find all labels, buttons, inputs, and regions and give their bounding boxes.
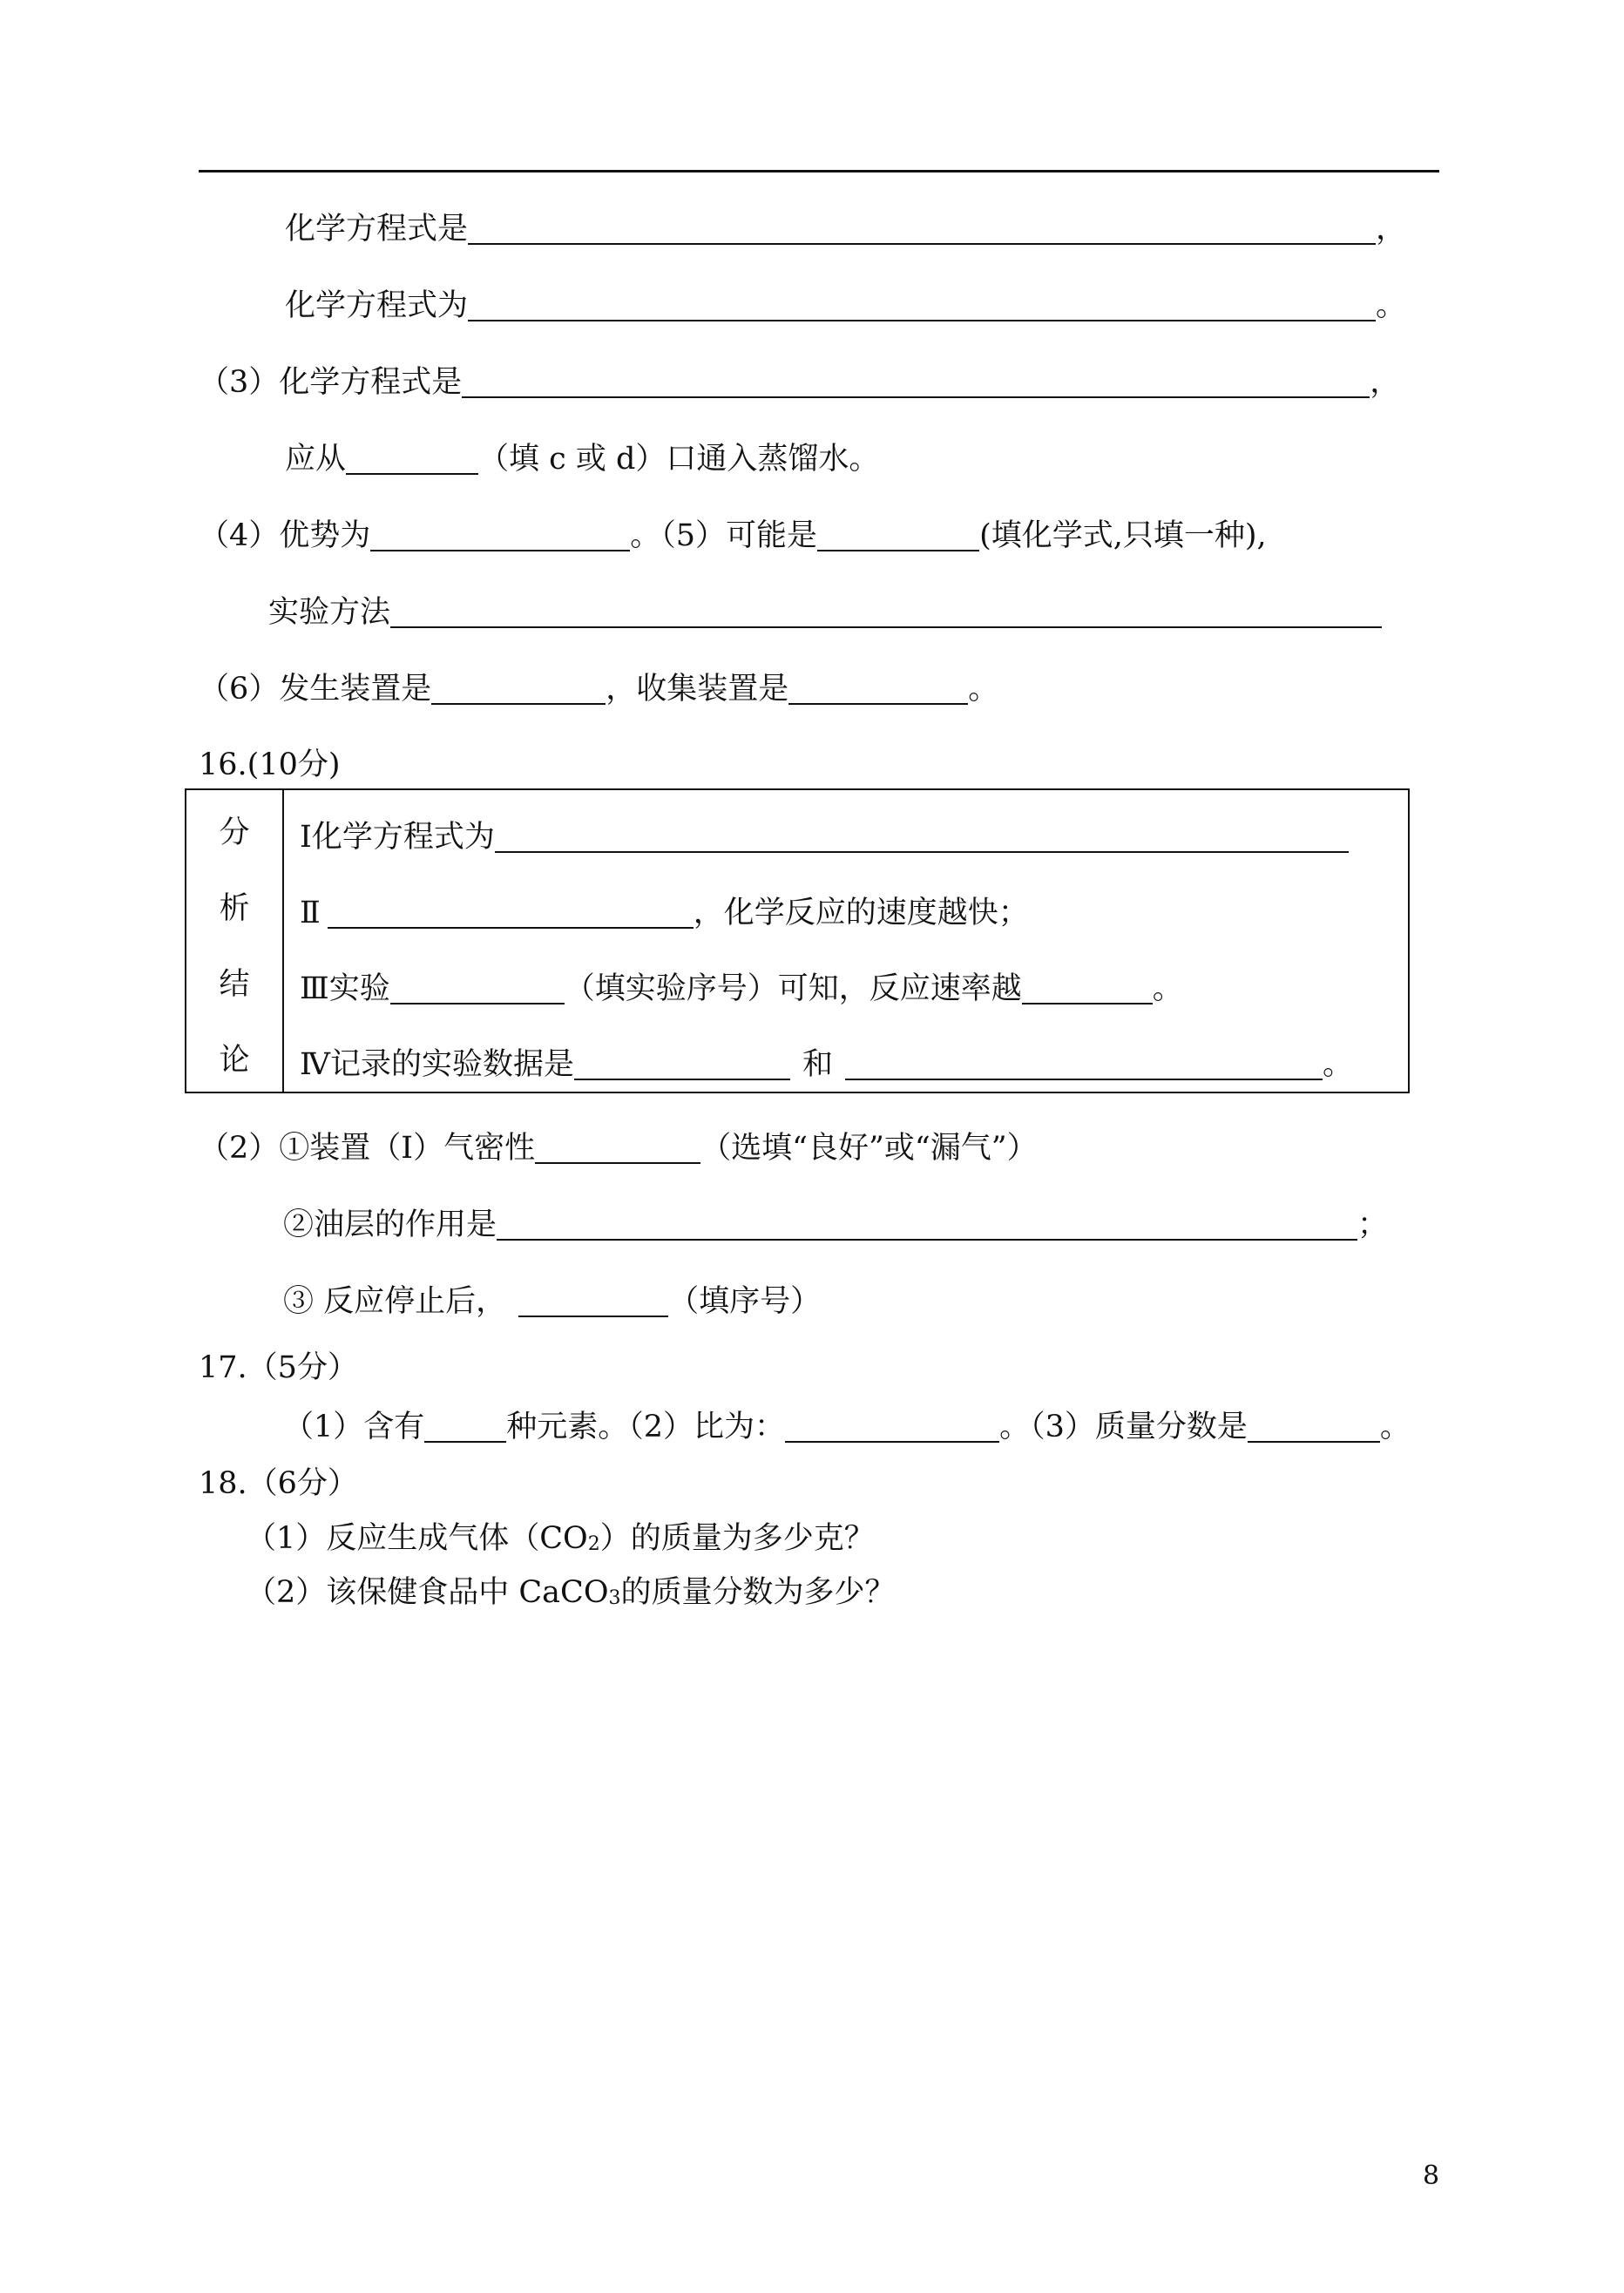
q17-header-text: 17.（5分）	[199, 1350, 358, 1385]
q16-p2-label: （2）①装置（Ⅰ）气密性	[199, 1131, 536, 1166]
analysis-conclusion-table	[185, 788, 1410, 1093]
answer-blank[interactable]	[328, 894, 694, 929]
answer-blank[interactable]	[845, 1045, 1323, 1080]
table-side-char: 分	[219, 815, 250, 850]
q15-equation-line-2	[285, 273, 1406, 321]
answer-blank[interactable]	[518, 1282, 668, 1317]
q15-eq2-label: 化学方程式为	[285, 288, 469, 323]
q17-p3-label: 。（3）质量分数是	[999, 1410, 1248, 1444]
q15-p6-label: （6）发生装置是	[199, 672, 432, 707]
answer-blank[interactable]	[1022, 970, 1153, 1004]
q15-p5-label: 。（5）可能是	[630, 518, 818, 553]
answer-blank[interactable]	[495, 818, 1349, 853]
q16-header-text: 16.(10分)	[199, 747, 341, 782]
table-row-1	[300, 804, 1349, 853]
q16-header	[199, 732, 341, 781]
table-row-2	[300, 880, 1029, 929]
q18-q2-text-end: 的质量分数为多少？	[620, 1575, 896, 1610]
q15-eq1-end: ，	[1376, 212, 1407, 247]
q16-part2-line	[199, 1115, 1038, 1164]
header-rule	[199, 170, 1439, 172]
answer-blank[interactable]	[535, 1129, 700, 1164]
answer-blank[interactable]	[468, 210, 1376, 245]
q15-part4-5-line	[199, 503, 1267, 551]
answer-blank[interactable]	[497, 1206, 1357, 1241]
row2-text: ，化学反应的速度越快；	[693, 896, 1029, 930]
q18-q2-text: （2）该保健食品中 CaCO	[246, 1575, 609, 1610]
answer-blank[interactable]	[431, 670, 606, 705]
answer-blank[interactable]	[390, 970, 565, 1004]
q18-q1-text-end: ）的质量为多少克？	[599, 1521, 875, 1556]
q15-part3-line	[199, 349, 1400, 398]
q15-part6-line	[199, 656, 998, 705]
row4-mid: 和	[802, 1047, 833, 1082]
answer-blank[interactable]	[1248, 1408, 1380, 1443]
q17-p1-label: （1）含有	[283, 1410, 425, 1444]
answer-blank[interactable]	[462, 363, 1370, 398]
answer-blank[interactable]	[424, 1408, 506, 1443]
table-divider	[282, 790, 284, 1092]
q18-question-1	[246, 1505, 875, 1554]
q17-p2-label: 种元素。（2）比为：	[506, 1410, 786, 1444]
q16-oil-line	[283, 1192, 1388, 1241]
q15-p4-label: （4）优势为	[199, 518, 371, 553]
q15-inlet-label: 应从	[285, 442, 347, 477]
q15-eq2-end: 。	[1376, 288, 1407, 323]
page-number: 8	[1423, 2161, 1440, 2191]
q15-p6-end: 。	[968, 672, 999, 707]
row2-label: Ⅱ	[300, 896, 321, 930]
q15-p3-label: （3）化学方程式是	[199, 365, 463, 400]
row1-label: Ⅰ化学方程式为	[300, 820, 495, 855]
q18-header-text: 18.（6分）	[199, 1466, 358, 1501]
q16-oil-label: ②油层的作用是	[283, 1207, 497, 1242]
answer-blank[interactable]	[346, 440, 478, 475]
answer-blank[interactable]	[574, 1045, 790, 1080]
answer-blank[interactable]	[370, 517, 630, 551]
q15-inlet-line	[285, 426, 879, 475]
q18-q1-text: （1）反应生成气体（CO	[246, 1521, 588, 1556]
q16-stop-line	[283, 1268, 821, 1317]
answer-blank[interactable]	[390, 593, 1382, 628]
row3-end: 。	[1152, 971, 1183, 1006]
table-row-3	[300, 956, 1183, 1004]
row3-label: Ⅲ实验	[300, 971, 390, 1006]
q16-p2-text: （选填“良好”或“漏气”）	[700, 1131, 1038, 1166]
q18-header	[199, 1451, 358, 1499]
answer-blank[interactable]	[785, 1408, 999, 1443]
answer-blank[interactable]	[817, 517, 979, 551]
q17-end: 。	[1379, 1410, 1411, 1444]
q16-oil-end: ；	[1357, 1207, 1389, 1242]
row3-text: （填实验序号）可知，反应速率越	[564, 971, 1022, 1006]
row4-label: Ⅳ记录的实验数据是	[300, 1047, 574, 1082]
table-side-char: 论	[219, 1043, 250, 1078]
q18-question-2	[246, 1559, 896, 1608]
q15-p6-mid: ，收集装置是	[606, 672, 789, 707]
q15-p3-end: ，	[1370, 365, 1401, 400]
q18-q1-subscript: 2	[587, 1533, 600, 1555]
q15-method-line	[268, 579, 1382, 628]
q15-method-label: 实验方法	[268, 595, 391, 630]
q16-stop-label: ③ 反应停止后，	[283, 1284, 507, 1319]
q18-q2-subscript: 3	[608, 1587, 621, 1609]
q16-stop-text: （填序号）	[668, 1284, 822, 1319]
q15-p5-text: (填化学式,只填一种),	[979, 518, 1267, 553]
q17-header	[199, 1335, 358, 1383]
row4-end: 。	[1322, 1047, 1353, 1082]
table-side-char: 结	[219, 967, 250, 1002]
answer-blank[interactable]	[788, 670, 968, 705]
q15-equation-line-1	[285, 196, 1406, 245]
answer-blank[interactable]	[468, 287, 1376, 321]
table-row-4	[300, 1032, 1353, 1080]
table-side-char: 析	[219, 891, 250, 926]
q15-eq1-label: 化学方程式是	[285, 212, 469, 247]
q17-line	[283, 1394, 1411, 1443]
q15-inlet-text: （填 c 或 d）口通入蒸馏水。	[478, 442, 880, 477]
